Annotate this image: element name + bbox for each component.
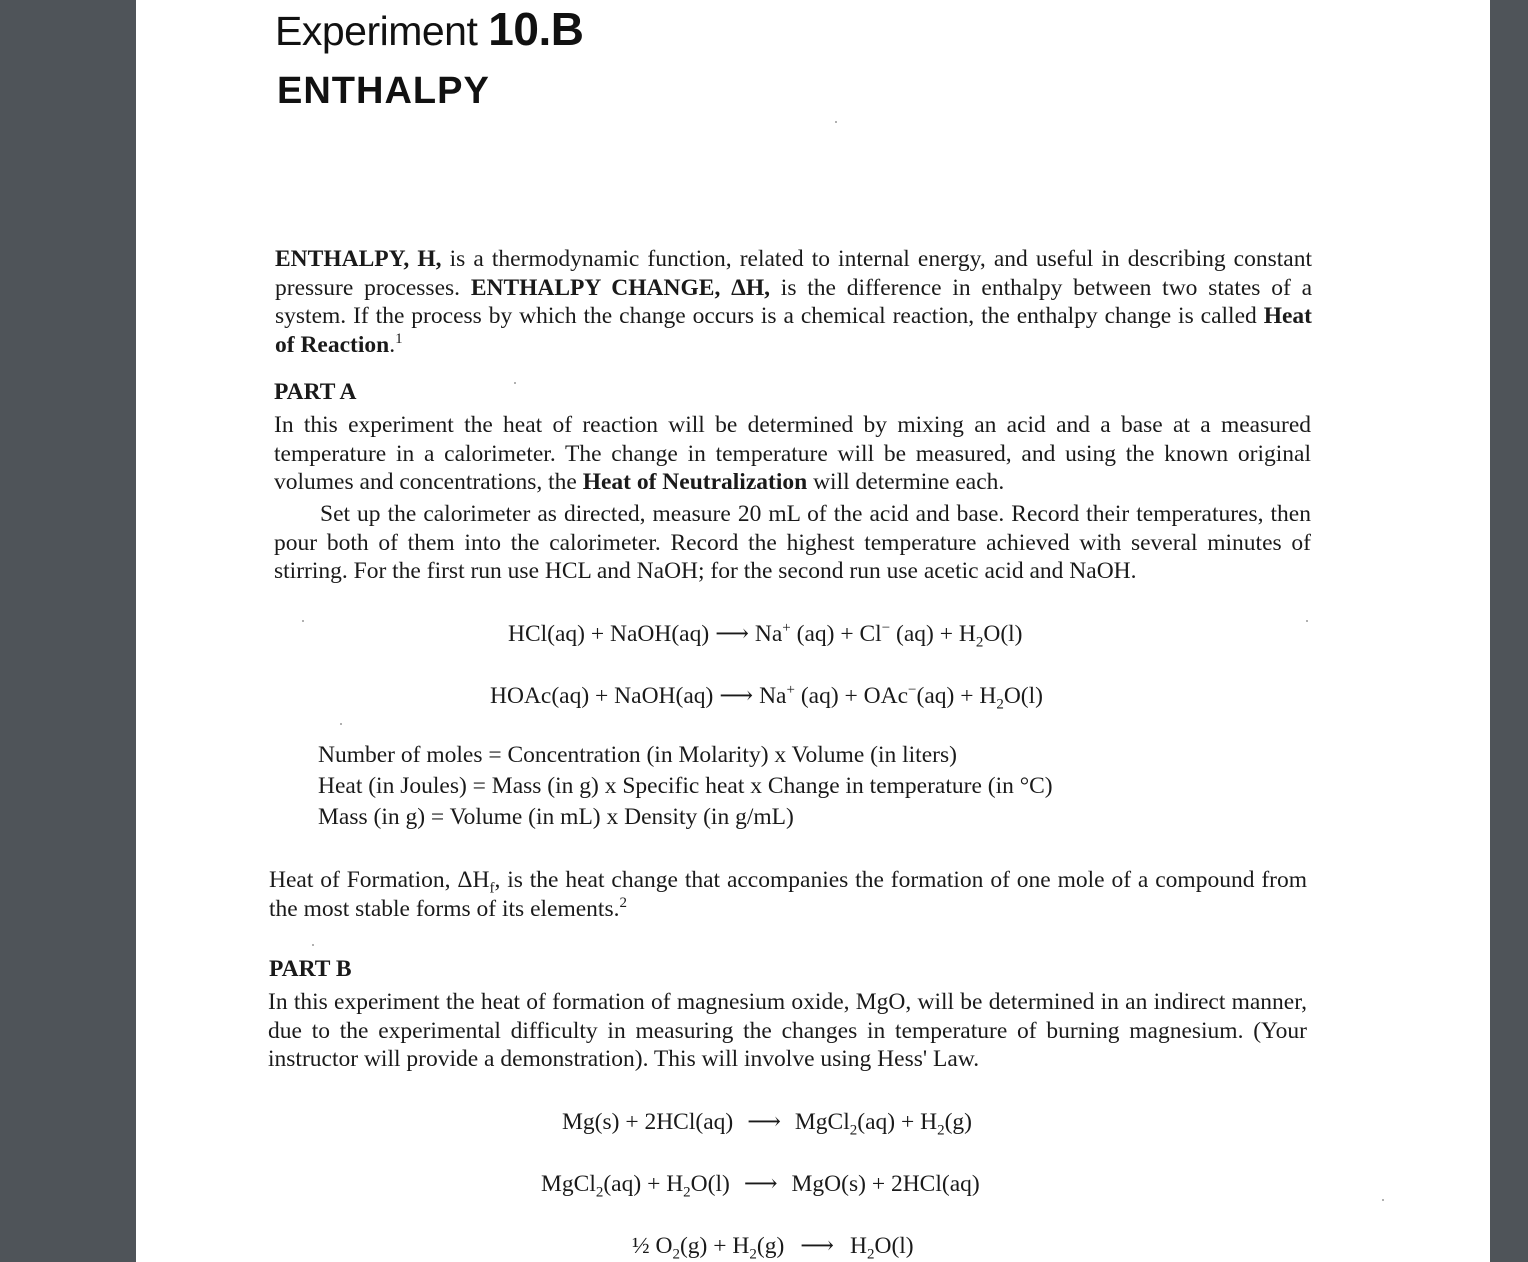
part-a-heading: PART A bbox=[274, 379, 357, 405]
scan-speck bbox=[1306, 620, 1308, 622]
scan-speck bbox=[302, 620, 304, 622]
footnote-ref-2: 2 bbox=[619, 894, 627, 911]
term-enthalpy: ENTHALPY, H, bbox=[275, 246, 442, 272]
reaction-arrow-icon: ⟶ bbox=[747, 1109, 781, 1135]
equation-hoac-naoh: HOAc(aq) + NaOH(aq) ⟶ Na+ $(aq) + OAc^-(aq) + H_2O(l)$ bbox=[490, 682, 1043, 713]
reaction-arrow-icon: ⟶ bbox=[743, 1171, 778, 1197]
scan-speck bbox=[1382, 1199, 1384, 1201]
part-b-paragraph: In this experiment the heat of formation of magnesium oxide, MgO, will be determined in an indirect manner, due to the experimental difficulty in measuring the changes in temperature of burning magnesium. (Your instructor will provide a demonstration). This will involve using Hess' Law. bbox=[268, 989, 1307, 1073]
term-heat-of-reaction: Heat of Reaction bbox=[275, 303, 1312, 359]
formula-heat: Heat (in Joules) = Mass (in g) x Specific heat x Change in temperature (in °C) bbox=[318, 773, 1053, 799]
reaction-arrow-icon: ⟶ bbox=[800, 1233, 834, 1259]
formula-moles: Number of moles = Concentration (in Molarity) x Volume (in liters) bbox=[318, 742, 957, 768]
experiment-number: 10.B bbox=[488, 3, 584, 55]
equation-mg-hcl: Mg(s) + 2HCl(aq) ⟶ MgCl$_2$(aq) + $H_2(g)$ bbox=[562, 1109, 972, 1139]
scan-speck bbox=[340, 723, 342, 725]
page-title: ENTHALPY bbox=[277, 70, 490, 112]
reaction-arrow-icon: ⟶ bbox=[719, 683, 754, 709]
experiment-heading bbox=[275, 2, 583, 56]
viewer-scrollbar[interactable] bbox=[1490, 0, 1528, 1262]
experiment-prefix: Experiment bbox=[275, 8, 478, 54]
equation-mgcl2-h2o: MgCl$_2$(aq) + $H_2O(l)$ ⟶ MgO(s) + 2HCl(aq) bbox=[541, 1171, 980, 1201]
scan-speck bbox=[835, 121, 837, 123]
formation-paragraph: Heat of Formation, $\Delta H_f$, is the heat change that accompanies the formation of one mole of a compound from the most stable forms of its elements.$^2$ bbox=[269, 867, 1308, 922]
scan-speck bbox=[514, 382, 516, 384]
formula-mass: Mass (in g) = Volume (in mL) x Density (in g/mL) bbox=[318, 804, 794, 830]
part-a-paragraph-1: In this experiment the heat of reaction will be determined by mixing an acid and a base at a measured temperature in a calorimeter. The change in temperature will be measured, and using the known original volumes and concentrations, the Heat of Neutralization will determine each. bbox=[274, 412, 1311, 496]
equation-hcl-naoh: HCl(aq) + NaOH(aq) ⟶ Na+ (aq) + Cl− $(aq) + H_2O(l)$ bbox=[508, 620, 1023, 651]
part-a-paragraph-2: Set up the calorimeter as directed, measure 20 mL of the acid and base. Record their temperatures, then pour both of them into the calorimeter. Record the highest temperature achieved with several minutes of stirring. For the first run use HCL and NaOH; for the second run use acetic acid and NaOH. bbox=[274, 501, 1311, 585]
part-b-heading: PART B bbox=[269, 956, 352, 982]
term-heat-of-neutralization: Heat of Neutralization bbox=[582, 469, 808, 496]
term-enthalpy-change: ENTHALPY CHANGE, ΔH, bbox=[470, 274, 770, 301]
reaction-arrow-icon: ⟶ bbox=[715, 621, 749, 647]
footnote-ref-1: 1 bbox=[395, 331, 403, 348]
equation-o2-h2: ½ $O_2(g) + H_2(g)$ ⟶ $H_2O(l)$ bbox=[632, 1233, 914, 1262]
document-page bbox=[136, 0, 1490, 1262]
intro-paragraph: ENTHALPY, H, is a thermodynamic function, related to internal energy, and useful in describing constant pressure processes. ENTHALPY CHANGE, ΔH, is the difference in enthalpy between two states of a system. If the process by which the change occurs is a chemical reaction, the enthalpy change is called Heat of Reaction.$^1$ bbox=[275, 246, 1312, 359]
scan-speck bbox=[312, 944, 314, 946]
